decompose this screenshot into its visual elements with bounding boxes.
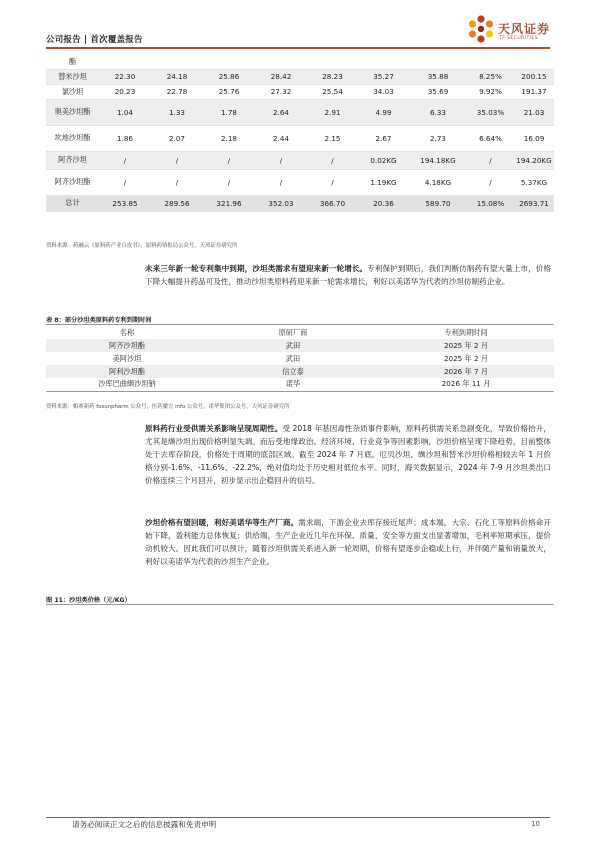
table-cell: 35.27: [358, 69, 409, 84]
table-cell: 15.08%: [467, 195, 514, 211]
table-cell: 阿利沙坦酯: [46, 365, 208, 378]
table-row: [46, 99, 554, 125]
table-cell: /: [307, 151, 358, 169]
paragraph-lead: 未来三年新一轮专利集中到期，沙坦类需求有望迎来新一轮增长。: [145, 264, 368, 273]
table-cell: 2026 年 7 月: [378, 365, 554, 378]
figure11-title-divider: [46, 604, 554, 605]
table-cell: /: [99, 151, 151, 169]
table-cell: 4.99: [358, 99, 409, 125]
table-cell: [151, 56, 203, 69]
column-header: 名称: [119, 327, 135, 337]
table-cell: /: [203, 169, 255, 195]
row-name-cell: 阿齐沙坦: [46, 151, 99, 169]
table-cell: 191.37: [514, 84, 554, 99]
table-cell: /: [99, 169, 151, 195]
column-header: 专利到期时间: [444, 327, 488, 337]
table-cell: 1.33: [151, 99, 203, 125]
row-name-cell: 坎地沙坦酯: [46, 125, 99, 151]
table-row: [46, 352, 554, 365]
row-name-cell: 氯沙坦: [46, 84, 99, 99]
table-row: [46, 69, 554, 84]
logo-text-en: TF SECURITIES: [499, 36, 539, 41]
table-cell: 2693.71: [514, 195, 554, 211]
table-cell: 诺华: [208, 378, 378, 391]
table-cell: /: [151, 151, 203, 169]
paragraph-cyclicality: [145, 422, 551, 487]
paragraph-body: 受 2018 年基因毒性杂质事件影响，原料药供需关系急剧变化，导致价格抬升，尤其是缬沙坦出现价格明显失调。而后受地缘政治、经济环境、行业竞争等因素影响，沙坦价格呈现下降趋势，目前整体处于去库存阶段，价格处于周期的底部区域。截至 2024 年 7 月底，厄贝沙坦、缬沙坦和替米沙坦价格相较去年 1 月价格分别-1.6%、-11.6%、-22.2%，绝对值均处于历史相对低位水平。同时，海关数据显示，2024 年 7-9 月沙坦类出口价格连续三个月回升，初步显示出企稳回升的信号。: [145, 424, 551, 485]
column-header: 原研厂商: [278, 327, 308, 337]
row-name-cell: 替米沙坦: [46, 69, 99, 84]
table-cell: 289.56: [151, 195, 203, 211]
table-cell: 2.18: [203, 125, 255, 151]
table-cell: 194.18KG: [409, 151, 467, 169]
table2-source: 资料来源：帕赛新药 fosunpharm 公众号，医药魔方 info 公众号，诺华集团公众号，天风证券研究所: [46, 404, 290, 410]
table-cell: 5.37KG: [514, 169, 554, 195]
table-row: [46, 365, 554, 378]
table-cell: [409, 56, 467, 69]
table-header-row: [46, 326, 554, 339]
paragraph-patent-expiry: [145, 262, 551, 288]
row-name-cell: 奥美沙坦酯: [46, 99, 99, 125]
table-cell: 35.88: [409, 69, 467, 84]
table-cell: [99, 56, 151, 69]
table-cell: 沙库巴曲缬沙坦钠: [46, 378, 208, 391]
table-cell: 20.36: [358, 195, 409, 211]
table-cell: /: [203, 151, 255, 169]
table-cell: 2.67: [358, 125, 409, 151]
table-cell: 武田: [208, 339, 378, 352]
table2-title: 表 8：部分沙坦类原料药专利到期时间: [46, 317, 152, 324]
table-cell: 21.03: [514, 99, 554, 125]
table-cell: 366.70: [307, 195, 358, 211]
table-cell: 2026 年 11 月: [378, 378, 554, 391]
table-row: [46, 169, 554, 195]
row-name-cell: 阿齐沙坦酯: [46, 169, 99, 195]
table-cell: 2025 年 2 月: [378, 339, 554, 352]
table-cell: 6.33: [409, 99, 467, 125]
paragraph-body: 需求端，下游企业去库存接近尾声；成本端，大宗、石化工等原料价格命开始下降，盈利能力总体恢复；供给端，生产企业近几年在环保、质量、安全等方面支出显著增加，毛利率短期承压，提价动机较大。因此我们可以预计，随着沙坦供需关系进入新一轮周期，价格有望逐步企稳或上行，并伴随产量和销量放大，利好以美诺华为代表的沙坦生产企业。: [145, 518, 551, 566]
table-cell: 22.78: [151, 84, 203, 99]
table-row: [46, 195, 554, 211]
table-cell: 24.18: [151, 69, 203, 84]
table-cell: 0.02KG: [358, 151, 409, 169]
table-cell: 武田: [285, 353, 301, 363]
table-cell: 2.44: [255, 125, 307, 151]
table-cell: 2.73: [409, 125, 467, 151]
table-cell: 589.70: [409, 195, 467, 211]
table-row: [46, 56, 554, 69]
table-cell: 1.19KG: [358, 169, 409, 195]
table-row: [46, 339, 554, 352]
table-cell: 35.03%: [467, 99, 514, 125]
table-row: [46, 151, 554, 169]
table-cell: 20.23: [99, 84, 151, 99]
table-cell: 321.96: [203, 195, 255, 211]
table-cell: 4.18KG: [409, 169, 467, 195]
table-cell: 200.15: [514, 69, 554, 84]
table-cell: [307, 56, 358, 69]
flower-logo-icon: [466, 14, 496, 48]
table-row: [46, 84, 554, 99]
table-cell: 28.23: [307, 69, 358, 84]
table-cell: 253.85: [99, 195, 151, 211]
table-cell: [358, 56, 409, 69]
page-number: 10: [531, 820, 540, 828]
table-cell: [255, 56, 307, 69]
table-cell: /: [255, 169, 307, 195]
table-cell: 1.86: [99, 125, 151, 151]
row-name-cell: 酯: [46, 56, 99, 69]
brand-logo: [466, 14, 556, 48]
table-cell: 16.09: [514, 125, 554, 151]
table-cell: 25.76: [203, 84, 255, 99]
table-cell: 25.86: [203, 69, 255, 84]
table-cell: 6.64%: [467, 125, 514, 151]
table-cell: /: [307, 169, 358, 195]
table-cell: [514, 56, 554, 69]
table-cell: 1.78: [203, 99, 255, 125]
header-title: 公司报告 | 首次覆盖报告: [46, 35, 143, 45]
paragraph-lead: 原料药行业受供需关系影响呈现周期性。: [145, 424, 283, 433]
table-cell: /: [151, 169, 203, 195]
table-cell: [203, 56, 255, 69]
table-cell: 194.20KG: [514, 151, 554, 169]
table-cell: 阿齐沙坦酯: [46, 339, 208, 352]
table-cell: 25.54: [307, 84, 358, 99]
table-cell: 2025 年 2 月: [443, 353, 489, 363]
paragraph-body: 专利保护到期后，我们判断仿制药有望大量上市，价格下降大幅提升药品可及性，推动沙坦类原料药迎来新一轮需求增长，利好以美诺华为代表的沙坦仿制药企业。: [145, 264, 551, 286]
table-cell: 2.07: [151, 125, 203, 151]
table-cell: 信立泰: [208, 365, 378, 378]
table-cell: 27.32: [255, 84, 307, 99]
table-cell: 1.04: [99, 99, 151, 125]
logo-text-cn: 天风证券: [498, 22, 551, 36]
table-cell: 34.03: [358, 84, 409, 99]
sartan-output-table: [46, 56, 554, 212]
table-cell: 28.42: [255, 69, 307, 84]
paragraph-lead: 沙坦价格有望回暖，利好美诺华等生产厂商。: [145, 518, 299, 527]
table-cell: /: [467, 151, 514, 169]
table1-source: 资料来源：药融云《原料药产业白皮书》，原料药情报局公众号，天风证券研究所: [46, 243, 238, 249]
row-name-cell: 总计: [46, 195, 99, 211]
table2-title-divider: [46, 324, 554, 325]
figure11-title: 图 11：沙坦类价格（元/KG）: [46, 597, 131, 604]
table-cell: 美阿沙坦: [112, 353, 142, 363]
footer-divider: [46, 817, 550, 818]
table-cell: 8.25%: [467, 69, 514, 84]
header-divider: [46, 47, 550, 49]
table-cell: 35.69: [409, 84, 467, 99]
table-row: [46, 125, 554, 151]
table-cell: 9.92%: [467, 84, 514, 99]
footer-disclaimer: 请务必阅读正文之后的信息披露和免责申明: [72, 820, 217, 829]
table-cell: 2.91: [307, 99, 358, 125]
table-row: [46, 378, 554, 391]
table-cell: /: [255, 151, 307, 169]
table-cell: 2.64: [255, 99, 307, 125]
patent-expiry-table: [46, 326, 554, 392]
table-cell: [467, 56, 514, 69]
paragraph-price-recovery: [145, 516, 551, 568]
table-cell: 22.30: [99, 69, 151, 84]
table-cell: 352.03: [255, 195, 307, 211]
table-cell: /: [467, 169, 514, 195]
table-cell: 2.15: [307, 125, 358, 151]
